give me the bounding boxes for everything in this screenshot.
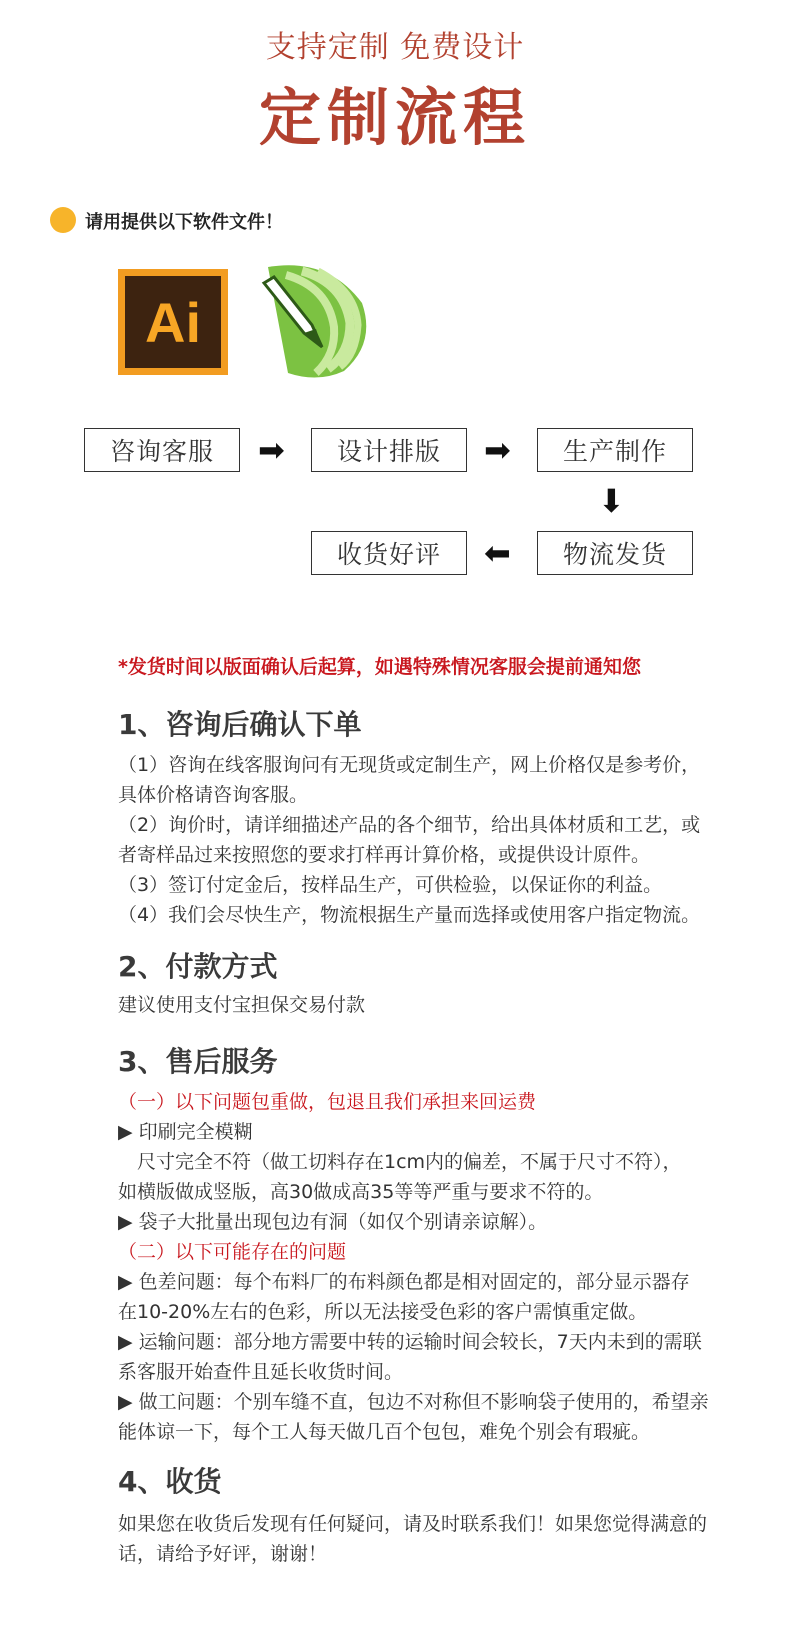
shipping-note: *发货时间以版面确认后起算，如遇特殊情况客服会提前通知您: [118, 656, 641, 678]
arrow-left-icon: ⬅: [484, 534, 511, 572]
step-design: 设计排版: [311, 428, 467, 472]
step-receive-review: 收货好评: [311, 531, 467, 575]
section-body: [118, 1087, 738, 1447]
subsection-heading: （一）以下问题包重做，包退且我们承担来回运费: [118, 1091, 537, 1113]
software-hint: 请用提供以下软件文件！: [85, 212, 283, 233]
arrow-down-icon: ⬇: [598, 482, 625, 520]
bullet-dot-icon: [50, 207, 76, 233]
section-line: 能体谅一下，每个工人每天做几百个包包，难免个别会有瑕疵。: [118, 1421, 651, 1443]
section-line: （2）询价时，请详细描述产品的各个细节，给出具体材质和工艺，或: [118, 814, 701, 836]
arrow-right-icon: ➡: [484, 431, 511, 469]
section-heading: 2、付款方式: [118, 950, 278, 983]
illustrator-label: Ai: [125, 276, 221, 368]
section-line: 尺寸完全不符（做工切料存在1cm内的偏差，不属于尺寸不符），: [118, 1151, 682, 1173]
section-line: 具体价格请咨询客服。: [118, 784, 309, 806]
section-line: ▶ 运输问题：部分地方需要中转的运输时间会较长，7天内未到的需联: [118, 1331, 702, 1353]
illustrator-icon: [118, 269, 228, 375]
step-production: 生产制作: [537, 428, 693, 472]
coreldraw-icon: [258, 263, 370, 379]
section-line: （1）咨询在线客服询问有无现货或定制生产，网上价格仅是参考价，: [118, 754, 701, 776]
section-heading: 3、售后服务: [118, 1045, 278, 1078]
section-line: （3）签订付定金后，按样品生产，可供检验，以保证你的利益。: [118, 874, 663, 896]
section-line: ▶ 色差问题：每个布料厂的布料颜色都是相对固定的，部分显示器存: [118, 1271, 690, 1293]
section-line: 话，请给予好评，谢谢！: [118, 1543, 328, 1565]
step-shipping: 物流发货: [537, 531, 693, 575]
section-line: ▶ 袋子大批量出现包边有洞（如仅个别请亲谅解）。: [118, 1211, 548, 1233]
subsection-heading: （二）以下可能存在的问题: [118, 1241, 347, 1263]
page-title: 定制流程: [258, 81, 531, 154]
section-text: 建议使用支付宝担保交易付款: [118, 994, 366, 1016]
page-subtitle: 支持定制 免费设计: [265, 30, 525, 65]
section-line: 如果您在收货后发现有任何疑问，请及时联系我们！如果您觉得满意的: [118, 1513, 708, 1535]
section-line: 者寄样品过来按照您的要求打样再计算价格，或提供设计原件。: [118, 844, 651, 866]
section-line: 系客服开始查件且延长收货时间。: [118, 1361, 404, 1383]
section-body: [118, 1509, 738, 1569]
section-line: 在10-20%左右的色彩，所以无法接受色彩的客户需慎重定做。: [118, 1301, 648, 1323]
section-line: ▶ 印刷完全模糊: [118, 1121, 253, 1143]
section-heading: 4、收货: [118, 1465, 222, 1498]
section-line: 如横版做成竖版，高30做成高35等等严重与要求不符的。: [118, 1181, 604, 1203]
section-line: ▶ 做工问题：个别车缝不直，包边不对称但不影响袋子使用的，希望亲: [118, 1391, 709, 1413]
section-heading: 1、咨询后确认下单: [118, 708, 362, 741]
section-line: （4）我们会尽快生产，物流根据生产量而选择或使用客户指定物流。: [118, 904, 701, 926]
step-consult: 咨询客服: [84, 428, 240, 472]
section-body: [118, 750, 738, 930]
arrow-right-icon: ➡: [258, 431, 285, 469]
